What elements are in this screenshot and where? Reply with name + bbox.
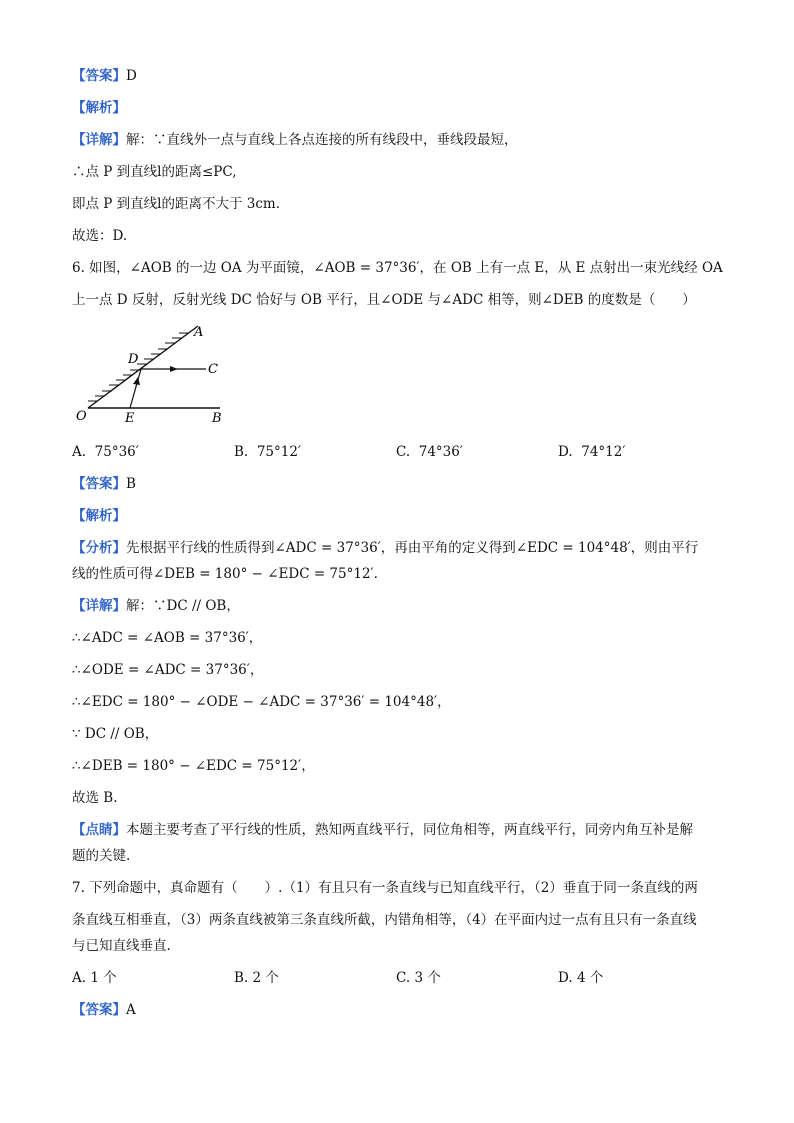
q6-option-a[interactable]: A. 75°36′ bbox=[72, 444, 139, 460]
q6-options bbox=[72, 442, 732, 462]
q5-answer-row bbox=[72, 66, 137, 86]
q6-detail-row: 【详解】解：∵DC // OB， bbox=[72, 598, 240, 614]
q6-stem-line1: 6. 如图，∠AOB 的一边 OA 为平面镜，∠AOB = 37°36′，在 OB 上有一点 E，从 E 点射出一束光线经 OA bbox=[72, 260, 723, 276]
q6-answer-value: B bbox=[126, 476, 136, 492]
q5-line4: 故选：D. bbox=[72, 228, 128, 244]
q7-stem-line2: 条直线互相垂直，（3）两条直线被第三条直线所截，内错角相等，（4）在平面内过一点有且只有一条直线 bbox=[72, 912, 697, 928]
q5-answer-value: D bbox=[126, 68, 137, 84]
q6-dianjing-line2: 题的关键. bbox=[72, 848, 131, 864]
q6-answer-row: 【答案】B bbox=[72, 476, 136, 492]
q7-answer-value: A bbox=[126, 1002, 136, 1018]
q7-option-a[interactable]: A. 1 个 bbox=[72, 970, 117, 986]
reflected-arrow-icon bbox=[170, 366, 178, 372]
q5-analysis-label: 【解析】 bbox=[72, 100, 126, 116]
q7-options bbox=[72, 968, 732, 988]
q5-line2: ∴点 P 到直线l的距离≤PC, bbox=[72, 164, 237, 180]
q5-detail-text: 解：∵直线外一点与直线上各点连接的所有线段中，垂线段最短， bbox=[126, 132, 518, 148]
q6-fenxi-row: 【分析】先根据平行线的性质得到∠ADC = 37°36′，再由平角的定义得到∠EDC = 104°48′，则由平行 bbox=[72, 540, 699, 556]
q6-detail-line2: ∴∠ADC = ∠AOB = 37°36′， bbox=[72, 630, 263, 646]
q6-dianjing-row: 【点睛】本题主要考查了平行线的性质，熟知两直线平行，同位角相等，两直线平行，同旁内角互补是解 bbox=[72, 822, 693, 838]
q7-stem-line1: 7. 下列命题中，真命题有（ ）.（1）有且只有一条直线与已知直线平行，（2）垂直于同一条直线的两 bbox=[72, 880, 698, 896]
q5-detail-row bbox=[72, 130, 518, 150]
label-a: A bbox=[194, 325, 204, 340]
q6-option-d[interactable]: D. 74°12′ bbox=[558, 444, 626, 460]
q6-detail-line5: ∵ DC // OB， bbox=[72, 726, 159, 742]
q5-line3: 即点 P 到直线l的距离不大于 3cm. bbox=[72, 196, 281, 212]
answer-label: 【答案】 bbox=[72, 68, 126, 84]
q6-figure bbox=[74, 322, 234, 432]
detail-label: 【详解】 bbox=[72, 132, 126, 148]
q6-detail-line6: ∴∠DEB = 180° − ∠EDC = 75°12′， bbox=[72, 758, 315, 774]
mirror-hatching bbox=[88, 333, 189, 401]
q7-stem-line3: 与已知直线垂直. bbox=[72, 938, 171, 954]
q6-option-b[interactable]: B. 75°12′ bbox=[234, 444, 301, 460]
q6-detail-line3: ∴∠ODE = ∠ADC = 37°36′， bbox=[72, 662, 264, 678]
q6-analysis-label: 【解析】 bbox=[72, 508, 126, 524]
q6-detail-line4: ∴∠EDC = 180° − ∠ODE − ∠ADC = 37°36′ = 104°48′， bbox=[72, 694, 451, 710]
q6-stem-line2: 上一点 D 反射，反射光线 DC 恰好与 OB 平行，且∠ODE 与∠ADC 相等，则∠DEB 的度数是（ ） bbox=[72, 292, 696, 308]
label-c: C bbox=[208, 362, 218, 377]
q6-option-c[interactable]: C. 74°36′ bbox=[396, 444, 463, 460]
q6-fenxi-line2: 线的性质可得∠DEB = 180° − ∠EDC = 75°12′. bbox=[72, 566, 378, 582]
label-e: E bbox=[125, 411, 135, 426]
q7-answer-row: 【答案】A bbox=[72, 1002, 136, 1018]
label-b: B bbox=[212, 411, 222, 426]
q7-option-c[interactable]: C. 3 个 bbox=[396, 970, 441, 986]
label-o: O bbox=[76, 409, 87, 424]
label-d: D bbox=[128, 352, 139, 367]
q7-option-b[interactable]: B. 2 个 bbox=[234, 970, 279, 986]
q6-detail-line7: 故选 B. bbox=[72, 790, 118, 806]
q7-option-d[interactable]: D. 4 个 bbox=[558, 970, 604, 986]
